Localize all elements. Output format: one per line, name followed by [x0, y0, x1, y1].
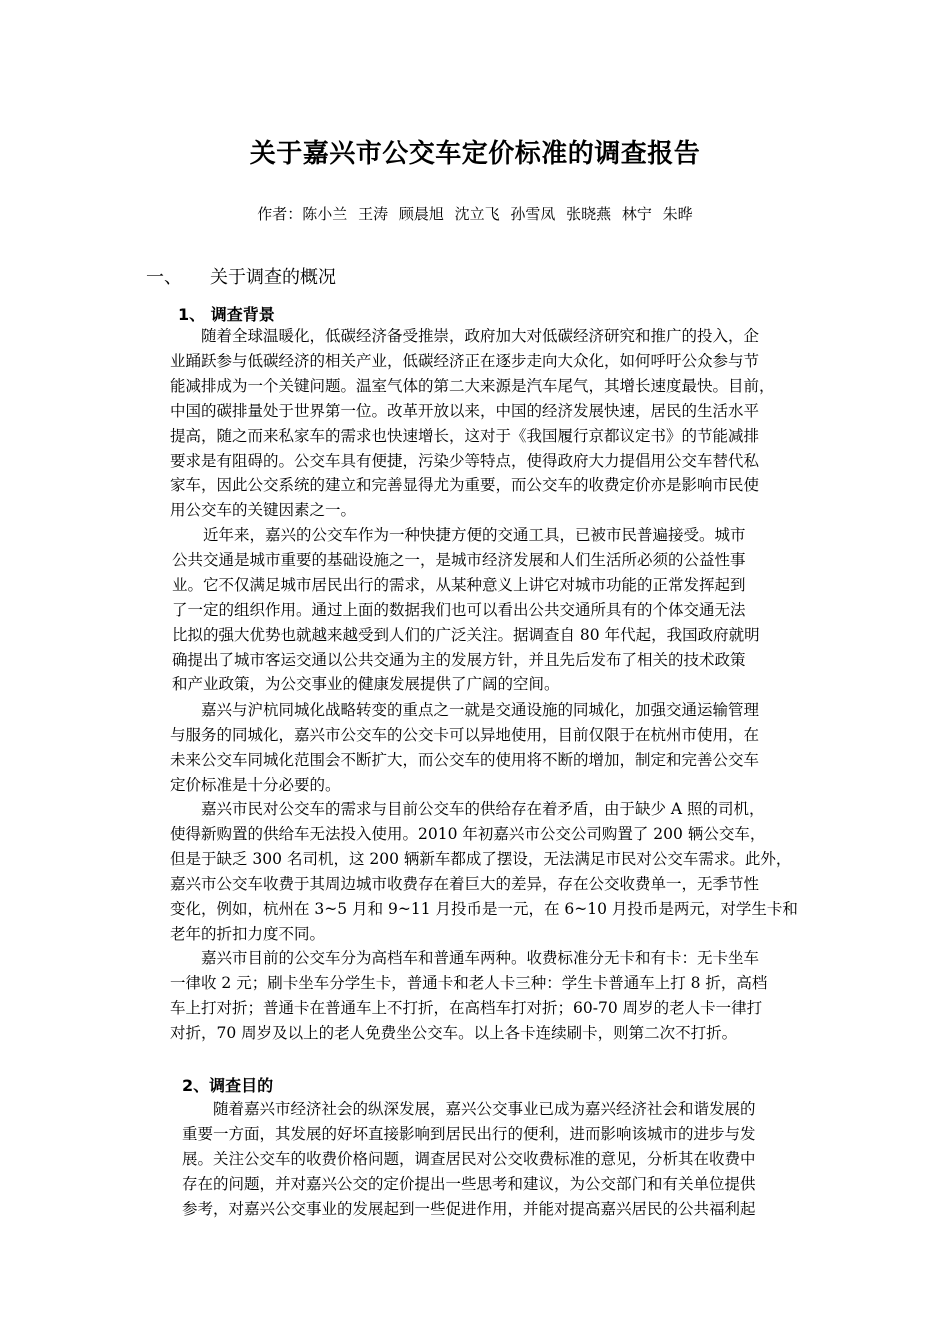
paragraph: 随着嘉兴市经济社会的纵深发展，嘉兴公交事业已成为嘉兴经济社会和谐发展的 重要一方面，其发展的好坏直接影响到居民出行的便利，进而影响该城市的进步与发 展。关注公交车的收费价格问题，调查居民对公交收费标准的意见，分析其在收费中 存在的问题，并对嘉兴公交的定价提出一些思考和建议，为公交部门和有关单位提供 参考，对嘉兴公交事业的发展起到一些促进作用，并能对提高嘉兴居民的公共福利起: [182, 1100, 756, 1218]
paragraph: 嘉兴与沪杭同城化战略转变的重点之一就是交通设施的同城化，加强交通运输管理 与服务的同城化，嘉兴市公交车的公交卡可以异地使用，目前仅限于在杭州市使用，在 未来公交车同城化范围会不断扩大，而公交车的使用将不断的增加，制定和完善公交车 定价标准是十分必要的。: [170, 701, 760, 794]
document-title: 关于嘉兴市公交车定价标准的调查报告: [249, 139, 701, 169]
subsection-heading-background: 1、 调查背景: [178, 305, 275, 324]
author-list: 作者：陈小兰 王涛 顾晨旭 沈立飞 孙雪凤 张晓燕 林宁 朱晔: [257, 205, 693, 223]
paragraph: 近年来，嘉兴的公交车作为一种快捷方便的交通工具，已被市民普遍接受。城市 公共交通是城市重要的基础设施之一，是城市经济发展和人们生活所必须的公益性事 业。它不仅满足城市居民出行的需求，从某种意义上讲它对城市功能的正常发挥起到 了一定的组织作用。通过上面的数据我们也可以看出公共交通所具有的个体交通无法 比拟的强大优势也就越来越受到人们的广泛关注。据调查自 80 年代起，我国政府就明 确提出了城市客运交通以公共交通为主的发展方针，并且先后发布了相关的技术政策 和产业政策，为公交事业的健康发展提供了广阔的空间。: [172, 526, 760, 694]
subsection-heading-purpose: 2、调查目的: [182, 1076, 274, 1095]
section-title: 关于调查的概况: [210, 267, 336, 288]
paragraph: 嘉兴市目前的公交车分为高档车和普通车两种。收费标准分无卡和有卡：无卡坐车 一律收 2 元；刷卡坐车分学生卡，普通卡和老人卡三种：学生卡普通车上打 8 折，高档 车上打对折；普通卡在普通车上不打折，在高档车打对折；60-70 周岁的老人卡一律打 对折，70 周岁及以上的老人免费坐公交车。以上各卡连续刷卡，则第二次不打折。: [170, 949, 768, 1042]
section-number: 一、: [146, 267, 182, 288]
paragraph: 随着全球温暖化，低碳经济备受推崇，政府加大对低碳经济研究和推广的投入，企 业踊跃参与低碳经济的相关产业，低碳经济正在逐步走向大众化，如何呼吁公众参与节 能减排成为一个关键问题。温室气体的第二大来源是汽车尾气，其增长速度最快。目前， 中国的碳排量处于世界第一位。改革开放以来，中国的经济发展快速，居民的生活水平 提高，随之而来私家车的需求也快速增长，这对于《我国履行京都议定书》的节能减排 要求是有阻碍的。公交车具有便捷，污染少等特点，使得政府大力提倡用公交车替代私 家车，因此公交系统的建立和完善显得尤为重要，而公交车的收费定价亦是影响市民使 用公交车的关键因素之一。: [170, 327, 775, 520]
section-heading: [146, 263, 336, 289]
paragraph: 嘉兴市民对公交车的需求与目前公交车的供给存在着矛盾，由于缺少 A 照的司机， 使得新购置的供给车无法投入使用。2010 年初嘉兴市公交公司购置了 200 辆公交车， 但是于缺乏 300 名司机，这 200 辆新车都成了摆设，无法满足市民对公交车需求。此外， 嘉兴市公交车收费于其周边城市收费存在着巨大的差异，存在公交收费单一，无季节性 变化，例如，杭州在 3~5 月和 9~11 月投币是一元，在 6~10 月投币是两元，对学生卡和 老年的折扣力度不同。: [170, 800, 798, 943]
